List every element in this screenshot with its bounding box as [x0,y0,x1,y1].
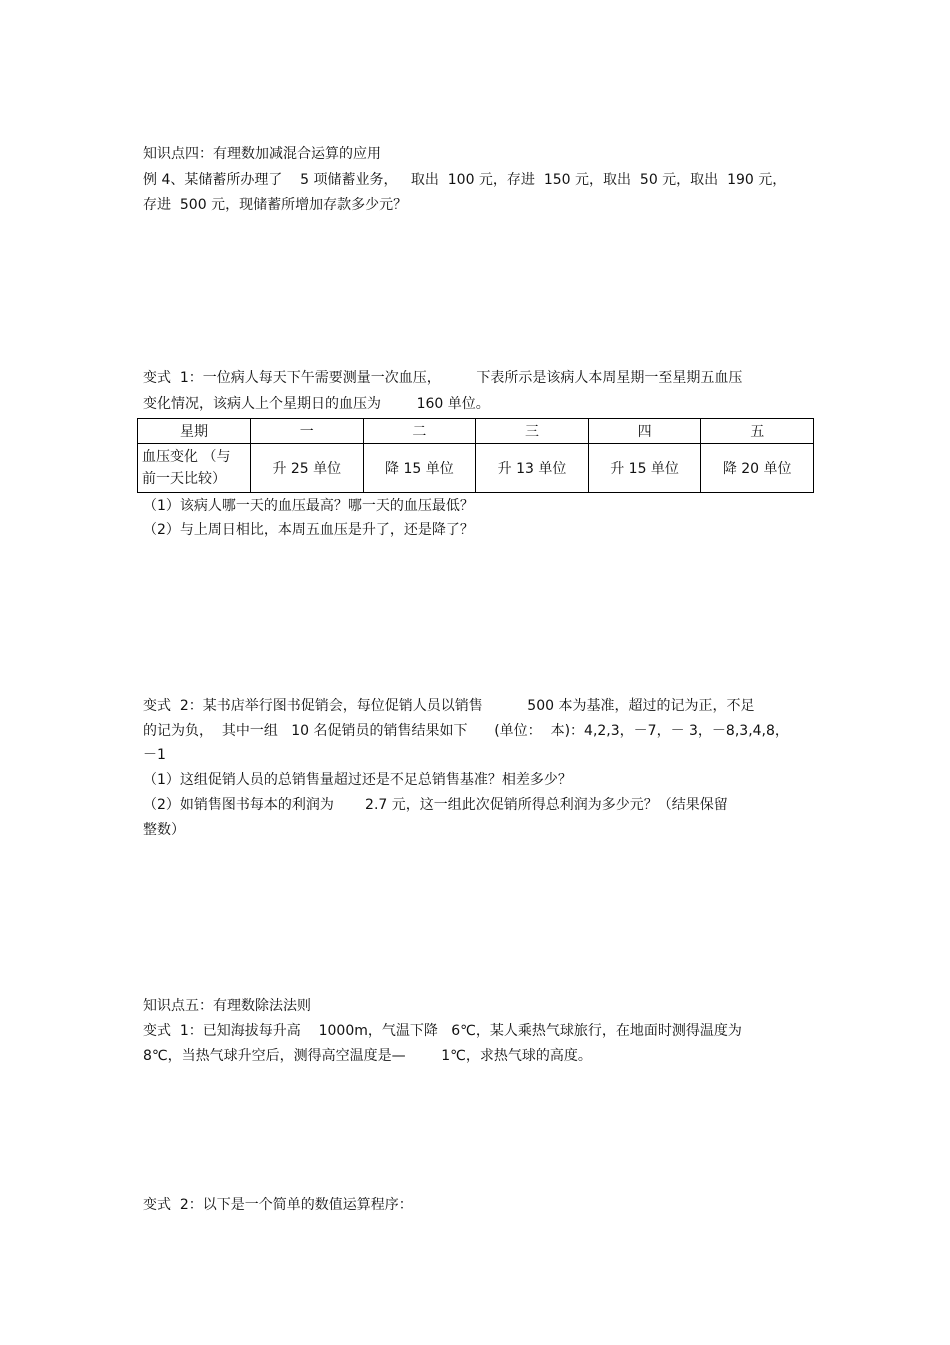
section5-heading: 知识点五：有理数除法法则 [143,998,311,1014]
variant2-line3: －1 [143,747,166,763]
section5-variant1-line2: 8℃，当热气球升空后，测得高空温度是— 1℃，求热气球的高度。 [143,1048,592,1064]
table-row [138,444,814,493]
section5-variant2-line1: 变式 2：以下是一个简单的数值运算程序： [143,1197,413,1213]
variant1-question1: （1）该病人哪一天的血压最高？哪一天的血压最低？ [143,498,474,514]
table-header-cell: 二 [363,419,476,444]
table-header-cell: 四 [588,419,701,444]
section4-heading: 知识点四：有理数加减混合运算的应用 [143,146,381,162]
variant2-question2-line1: （2）如销售图书每本的利润为 2.7 元，这一组此次促销所得总利润为多少元？（结果保留 [143,797,728,813]
example4-line2: 存进 500 元，现储蓄所增加存款多少元？ [143,197,408,213]
variant2-line2: 的记为负， 其中一组 10 名促销员的销售结果如下 (单位： 本)：4,2,3，－7，－ 3，－8,3,4,8， [143,723,789,739]
table-cell: 升 15 单位 [588,444,701,493]
variant1-line2: 变化情况，该病人上个星期日的血压为 160 单位。 [143,396,490,412]
table-cell: 升 25 单位 [251,444,364,493]
blood-pressure-table [137,418,814,493]
variant2-question2-line2: 整数） [143,822,185,838]
table-header-cell: 五 [701,419,814,444]
example4-line1: 例 4、某储蓄所办理了 5 项储蓄业务， 取出 100 元，存进 150 元，取出 50 元，取出 190 元， [143,172,787,188]
row-label-line2: 前一天比较） [142,471,226,487]
table-header-cell: 一 [251,419,364,444]
table-row-label [138,444,251,493]
table-cell: 升 13 单位 [476,444,589,493]
table-header-cell: 三 [476,419,589,444]
row-label-line1: 血压变化 （与 [142,449,231,465]
variant2-line1: 变式 2：某书店举行图书促销会，每位促销人员以销售 500 本为基准，超过的记为正，不足 [143,698,755,714]
table-header-row [138,419,814,444]
table-cell: 降 20 单位 [701,444,814,493]
variant2-question1: （1）这组促销人员的总销售量超过还是不足总销售基准？相差多少？ [143,772,572,788]
section5-variant1-line1: 变式 1：已知海拔每升高 1000m，气温下降 6℃，某人乘热气球旅行，在地面时测得温度为 [143,1023,742,1039]
table-header-cell: 星期 [138,419,251,444]
variant1-line1: 变式 1：一位病人每天下午需要测量一次血压， 下表所示是该病人本周星期一至星期五血压 [143,370,743,386]
variant1-question2: （2）与上周日相比，本周五血压是升了，还是降了？ [143,522,474,538]
table-cell: 降 15 单位 [363,444,476,493]
